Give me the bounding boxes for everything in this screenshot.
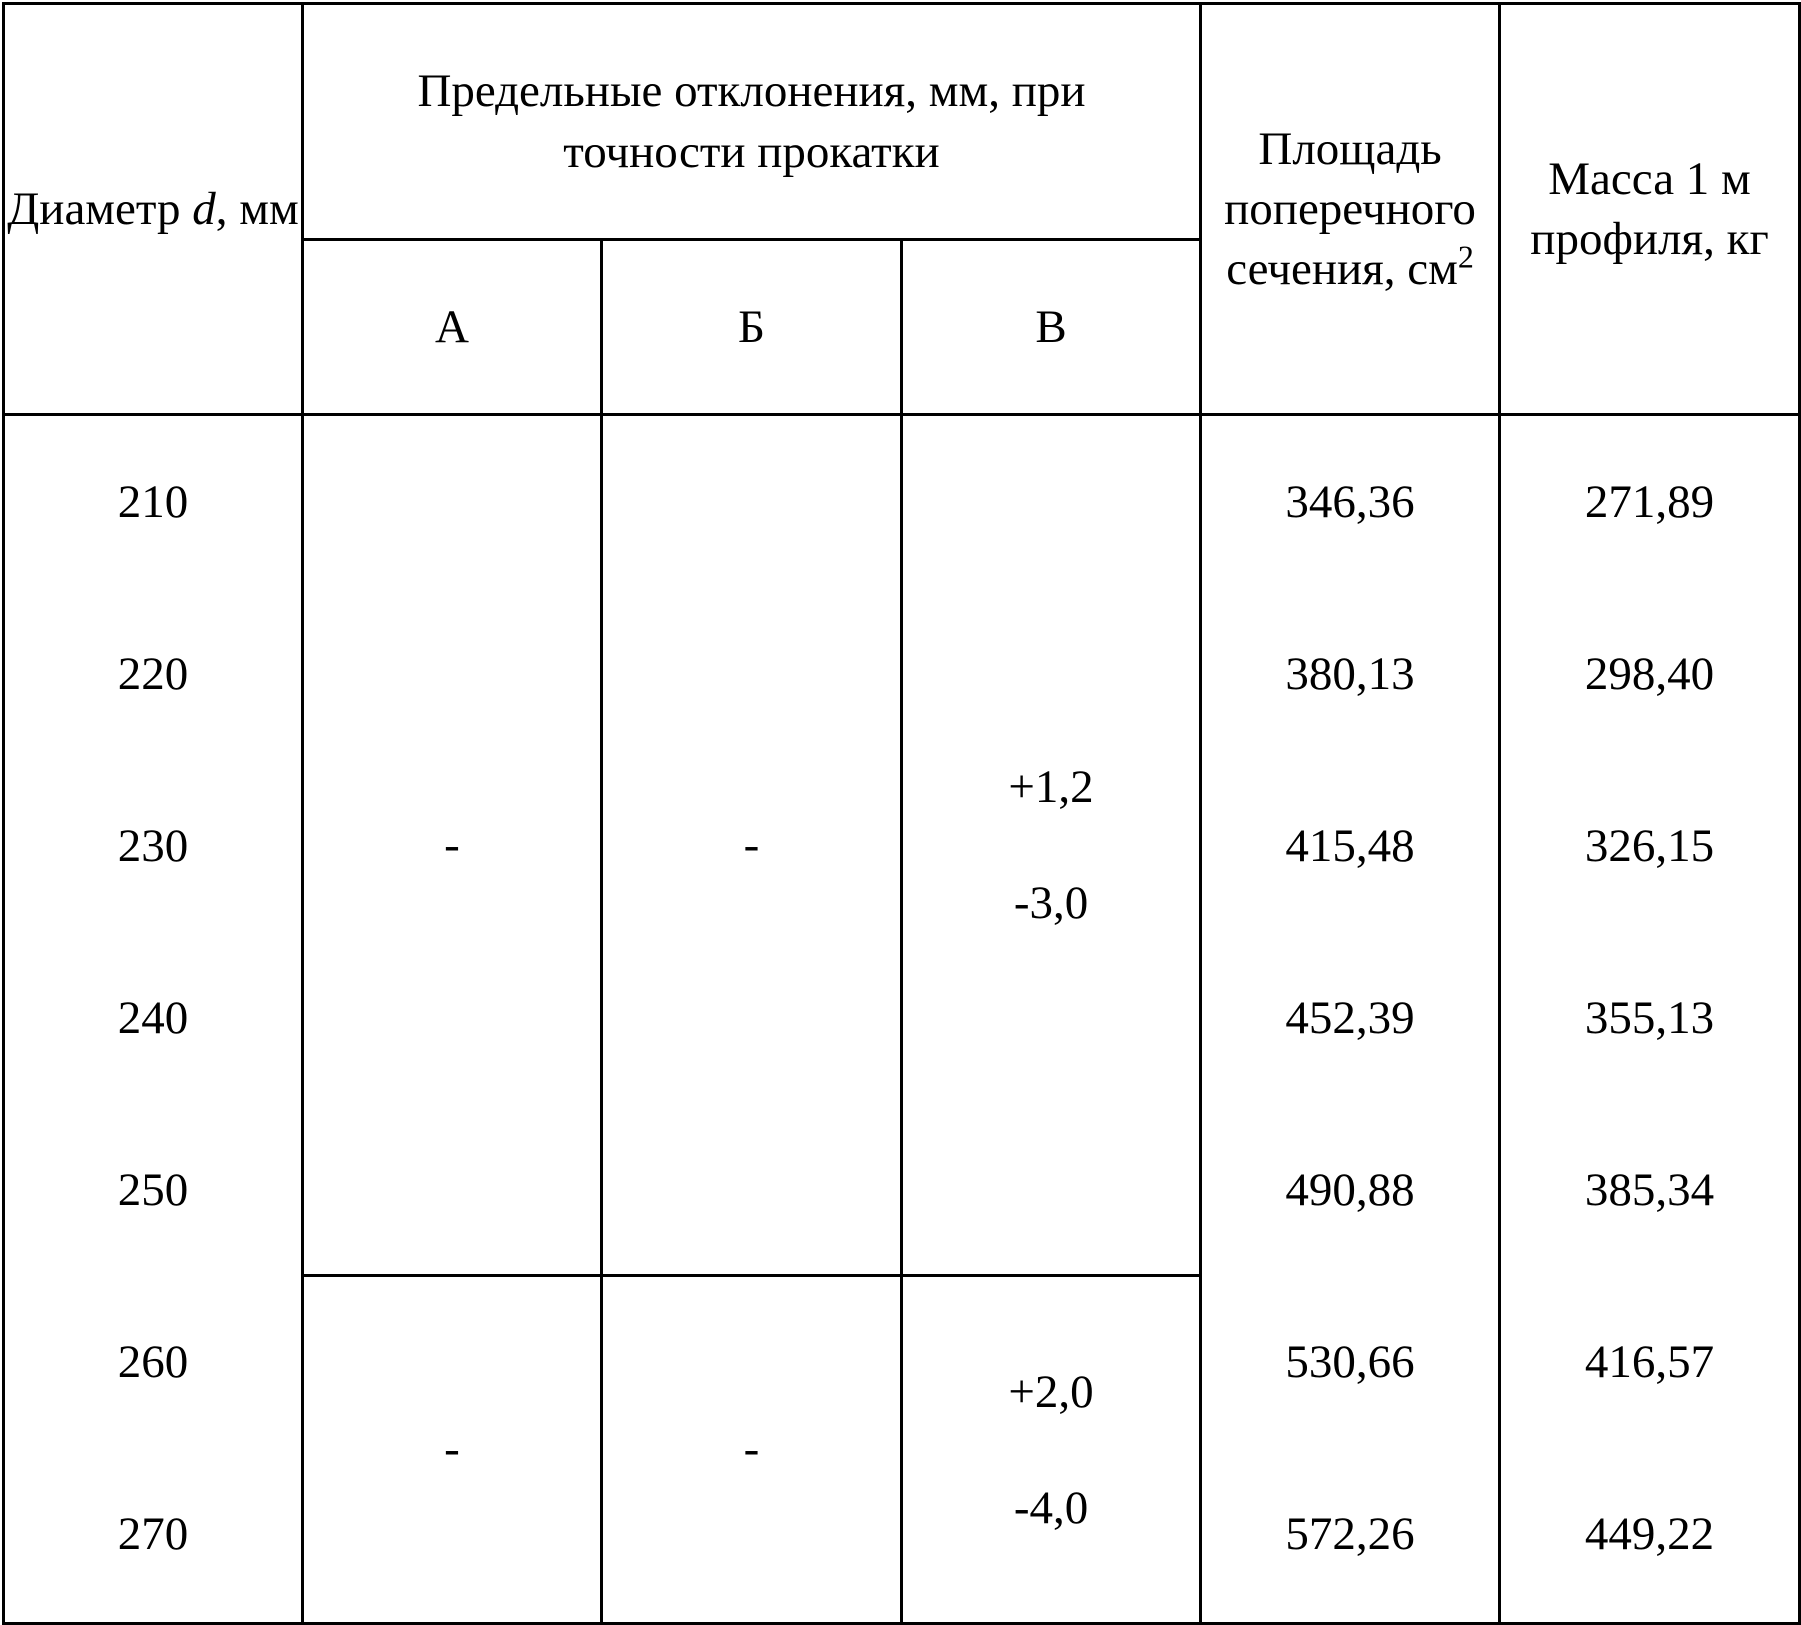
- header-diameter-label: Диаметр: [7, 182, 181, 235]
- group2-tol-v-plus: +2,0: [1008, 1365, 1094, 1418]
- diameter-list: [5, 416, 301, 1620]
- diameter-value: 230: [117, 820, 189, 872]
- diameter-value: 250: [117, 1164, 189, 1216]
- header-mass-label: Масса 1 м профиля, кг: [1530, 152, 1769, 265]
- area-value: 346,36: [1285, 476, 1415, 528]
- mass-value: 449,22: [1584, 1508, 1715, 1560]
- header-area-label: Площадь поперечного сечения, см: [1224, 122, 1476, 296]
- diameter-value: 270: [117, 1508, 189, 1560]
- area-value: 490,88: [1285, 1164, 1415, 1216]
- rolled-steel-table: [2, 2, 1801, 1625]
- area-column: [1201, 415, 1500, 1624]
- mass-column: [1500, 415, 1800, 1624]
- mass-value: 298,40: [1584, 648, 1715, 700]
- group2-tol-v-values: [903, 1277, 1199, 1622]
- area-value: 572,26: [1285, 1508, 1415, 1560]
- header-class-a: А: [303, 240, 602, 415]
- header-class-b: Б: [602, 240, 902, 415]
- group1-tol-v-minus: -3,0: [1013, 877, 1089, 929]
- mass-value: 416,57: [1584, 1336, 1715, 1388]
- group1-tol-v-plus: +1,2: [1008, 761, 1094, 813]
- diameter-value: 260: [117, 1336, 189, 1388]
- header-row-1: [4, 4, 1800, 240]
- header-tolerance-group: [303, 4, 1201, 240]
- area-value: 380,13: [1285, 648, 1415, 700]
- mass-value: 271,89: [1584, 476, 1715, 528]
- group1-tol-b: -: [602, 415, 902, 1276]
- mass-value: 385,34: [1584, 1164, 1715, 1216]
- group2-tol-b: -: [602, 1276, 902, 1624]
- area-list: [1202, 416, 1498, 1620]
- header-tolerance-label: Предельные отклонения, мм, при точности прокатки: [417, 65, 1086, 178]
- header-area-superscript: 2: [1457, 238, 1474, 275]
- diameter-value: 240: [117, 992, 189, 1044]
- mass-value: 355,13: [1584, 992, 1715, 1044]
- group2-tol-a: -: [303, 1276, 602, 1624]
- header-class-v: В: [902, 240, 1201, 415]
- area-value: 530,66: [1285, 1336, 1415, 1388]
- mass-list: [1501, 416, 1798, 1620]
- mass-value: 326,15: [1584, 820, 1715, 872]
- group1-tol-v: [902, 415, 1201, 1276]
- diameter-value: 220: [117, 648, 189, 700]
- area-value: 415,48: [1285, 820, 1415, 872]
- header-diameter-symbol: d: [192, 182, 216, 235]
- diameter-column: [4, 415, 303, 1624]
- header-diameter: [4, 4, 303, 415]
- group2-tol-v: [902, 1276, 1201, 1624]
- body-group-1: [4, 415, 1800, 1276]
- header-mass: [1500, 4, 1800, 415]
- diameter-value: 210: [117, 476, 189, 528]
- header-area: [1201, 4, 1500, 415]
- group1-tol-a: -: [303, 415, 602, 1276]
- area-value: 452,39: [1285, 992, 1415, 1044]
- group1-tol-v-values: [903, 416, 1199, 1274]
- group2-tol-v-minus: -4,0: [1013, 1481, 1089, 1534]
- header-diameter-unit: , мм: [215, 182, 299, 235]
